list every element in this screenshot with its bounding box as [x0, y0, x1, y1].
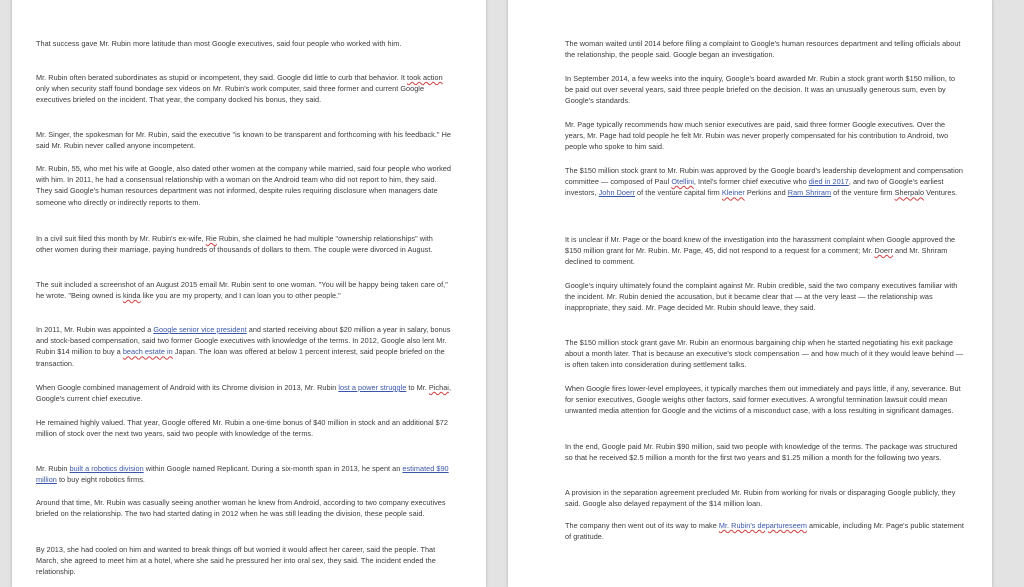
spellcheck-flag[interactable]: took action: [407, 73, 443, 82]
hyperlink[interactable]: Ram Shriram: [787, 188, 832, 198]
hyperlink[interactable]: lost a power struggle: [338, 383, 407, 392]
paragraph: When Google combined management of Android with its Chrome division in 2013, Mr. Rubin lost a power struggle to Mr. Pichai, Google's current chief executive.: [36, 383, 451, 404]
paragraph: He remained highly valued. That year, Google offered Mr. Rubin a one-time bonus of $40 million in stock and an additional $72 million of stock over the next two years, said two people with knowledge of the terms.: [36, 418, 448, 439]
document-page-right[interactable]: [508, 0, 992, 587]
paragraph: Mr. Rubin often berated subordinates as stupid or incompetent, they said. Google did little to curb that behavior. It took action only when security staff found bondage sex videos on Mr. Rubin's work computer, said three former and current Google executives briefed on the incident. That year, the company docked his bonus, they said.: [36, 73, 443, 105]
spellcheck-flag[interactable]: Sherpalo: [894, 188, 925, 198]
paragraph: When Google fires lower-level employees, it typically marches them out immediately and pays little, if any, severance. But for senior executives, Google weighs other factors, said former executives. A wrongful termination lawsuit could mean unwanted media attention for Google and the victims of a misconduct case, with a loss resulting in significant damages.: [565, 384, 961, 416]
hyperlink[interactable]: Mr. Rubin's departureseem: [718, 521, 807, 530]
spellcheck-flag[interactable]: Rie: [205, 234, 217, 243]
document-page-left[interactable]: [12, 0, 486, 587]
paragraph: That success gave Mr. Rubin more latitude than most Google executives, said four people who worked with him.: [36, 39, 402, 48]
spellcheck-flag[interactable]: Pichai: [428, 383, 449, 392]
paragraph: Mr. Page typically recommends how much senior executives are paid, said three former Google executives. Over the years, Mr. Page had told people he felt Mr. Rubin was never properly compensated for his contribution to Android, two people who spoke to him said.: [565, 120, 949, 152]
hyperlink[interactable]: Otellini: [671, 177, 694, 187]
paragraph: In a civil suit filed this month by Mr. Rubin's ex-wife, Rie Rubin, she claimed he had multiple "ownership relationships" with other women during their marriage, paying hundreds of thousands of dollars to them. The couple were divorced in August.: [36, 234, 433, 255]
paragraph: Google's inquiry ultimately found the complaint against Mr. Rubin credible, said the two company executives familiar with the incident. Mr. Rubin denied the accusation, but it became clear that — at the very least — the relationship was inappropriate, they said. Mr. Page decided Mr. Rubin should leave, they said.: [565, 281, 958, 313]
paragraph: The $150 million stock grant to Mr. Rubin was approved by the Google board's leadership development and compensation committee — composed of Paul Otellini, Intel's former chief executive who died in 2017, and two of Google's earliest investors, John Doerr of the venture capital firm Kleiner Perkins and Ram Shriram of the venture firm Sherpalo Ventures.: [565, 166, 963, 198]
spellcheck-flag[interactable]: Doerr: [874, 246, 893, 256]
paragraph: In September 2014, a few weeks into the inquiry, Google's board awarded Mr. Rubin a stock grant worth $150 million, to be paid out over several years, said three people briefed on the decision. It was an unusually generous sum, even by Google's standards.: [565, 74, 956, 106]
hyperlink[interactable]: beach estate in: [122, 347, 173, 357]
hyperlink[interactable]: built a robotics division: [69, 464, 144, 473]
hyperlink[interactable]: Kleiner: [721, 188, 745, 198]
paragraph: Mr. Singer, the spokesman for Mr. Rubin, said the executive "is known to be transparent and forthcoming with his feedback." He said Mr. Rubin never called anyone incompetent.: [36, 130, 451, 151]
hyperlink[interactable]: Google senior vice president: [153, 325, 247, 334]
paragraph: The company then went out of its way to make Mr. Rubin's departureseem amicable, including Mr. Page's public statement of gratitude.: [565, 521, 964, 542]
paragraph: In 2011, Mr. Rubin was appointed a Google senior vice president and started receiving about $20 million a year in salary, bonus and stock-based compensation, said two former Google executives with knowledge of the terms. In 2012, Google also lent Mr. Rubin $14 million to buy a beach estate in Japan. The loan was offered at below 1 percent interest, said people briefed on the transaction.: [36, 325, 451, 368]
paragraph: The woman waited until 2014 before filing a complaint to Google's human resources department and telling officials about the relationship, the people said. Google began an investigation.: [565, 39, 961, 60]
paragraph: A provision in the separation agreement precluded Mr. Rubin from working for rivals or disparaging Google publicly, they said. Google also delayed repayment of the $14 million loan.: [565, 488, 956, 509]
paragraph: By 2013, she had cooled on him and wanted to break things off but worried it would affect her career, said the people. That March, she agreed to meet him at a hotel, where she said he pressured her into oral sex, they said. The incident ended the relationship.: [36, 545, 436, 577]
paragraph: Mr. Rubin built a robotics division within Google named Replicant. During a six-month span in 2013, he spent an estimated $90 million to buy eight robotics firms.: [36, 464, 449, 485]
hyperlink[interactable]: died in 2017: [808, 177, 849, 187]
paragraph: The $150 million stock grant gave Mr. Rubin an enormous bargaining chip when he started negotiating his exit package about a month later. That is because an executive's stock compensation — and how much of it they would leave behind — is often taken into consideration during settlement talks.: [565, 338, 964, 370]
paragraph: It is unclear if Mr. Page or the board knew of the investigation into the harassment complaint when Google approved the $150 million grant for Mr. Rubin. Mr. Page, 45, did not respond to a request for a comment; Mr. Doerr and Mr. Shriram declined to comment.: [565, 235, 956, 267]
paragraph: Around that time, Mr. Rubin was casually seeing another woman he knew from Android, according to two company executives briefed on the relationship. The two had started dating in 2012 when he was still leading the division, these people said.: [36, 498, 446, 519]
hyperlink[interactable]: John Doerr: [598, 188, 635, 198]
paragraph: The suit included a screenshot of an August 2015 email Mr. Rubin sent to one woman. "You will be happy being taken care of," he wrote. "Being owned is kinda like you are my property, and I can loan you to other people.": [36, 280, 448, 301]
spellcheck-flag[interactable]: kinda: [122, 291, 141, 301]
paragraph: Mr. Rubin, 55, who met his wife at Google, also dated other women at the company while married, said four people who worked with him. In 2011, he had a consensual relationship with a woman on the Android team who did not report to him, they said. They said Google's human resources department was not informed, despite rules requiring disclosure when managers date someone who directly or indirectly reports to them.: [36, 164, 451, 207]
paragraph: In the end, Google paid Mr. Rubin $90 million, said two people with knowledge of the terms. The package was structured so that he received $2.5 million a month for the first two years and $1.25 million a month for the following two years.: [565, 442, 958, 463]
hyperlink[interactable]: estimated $90 million: [36, 464, 449, 485]
